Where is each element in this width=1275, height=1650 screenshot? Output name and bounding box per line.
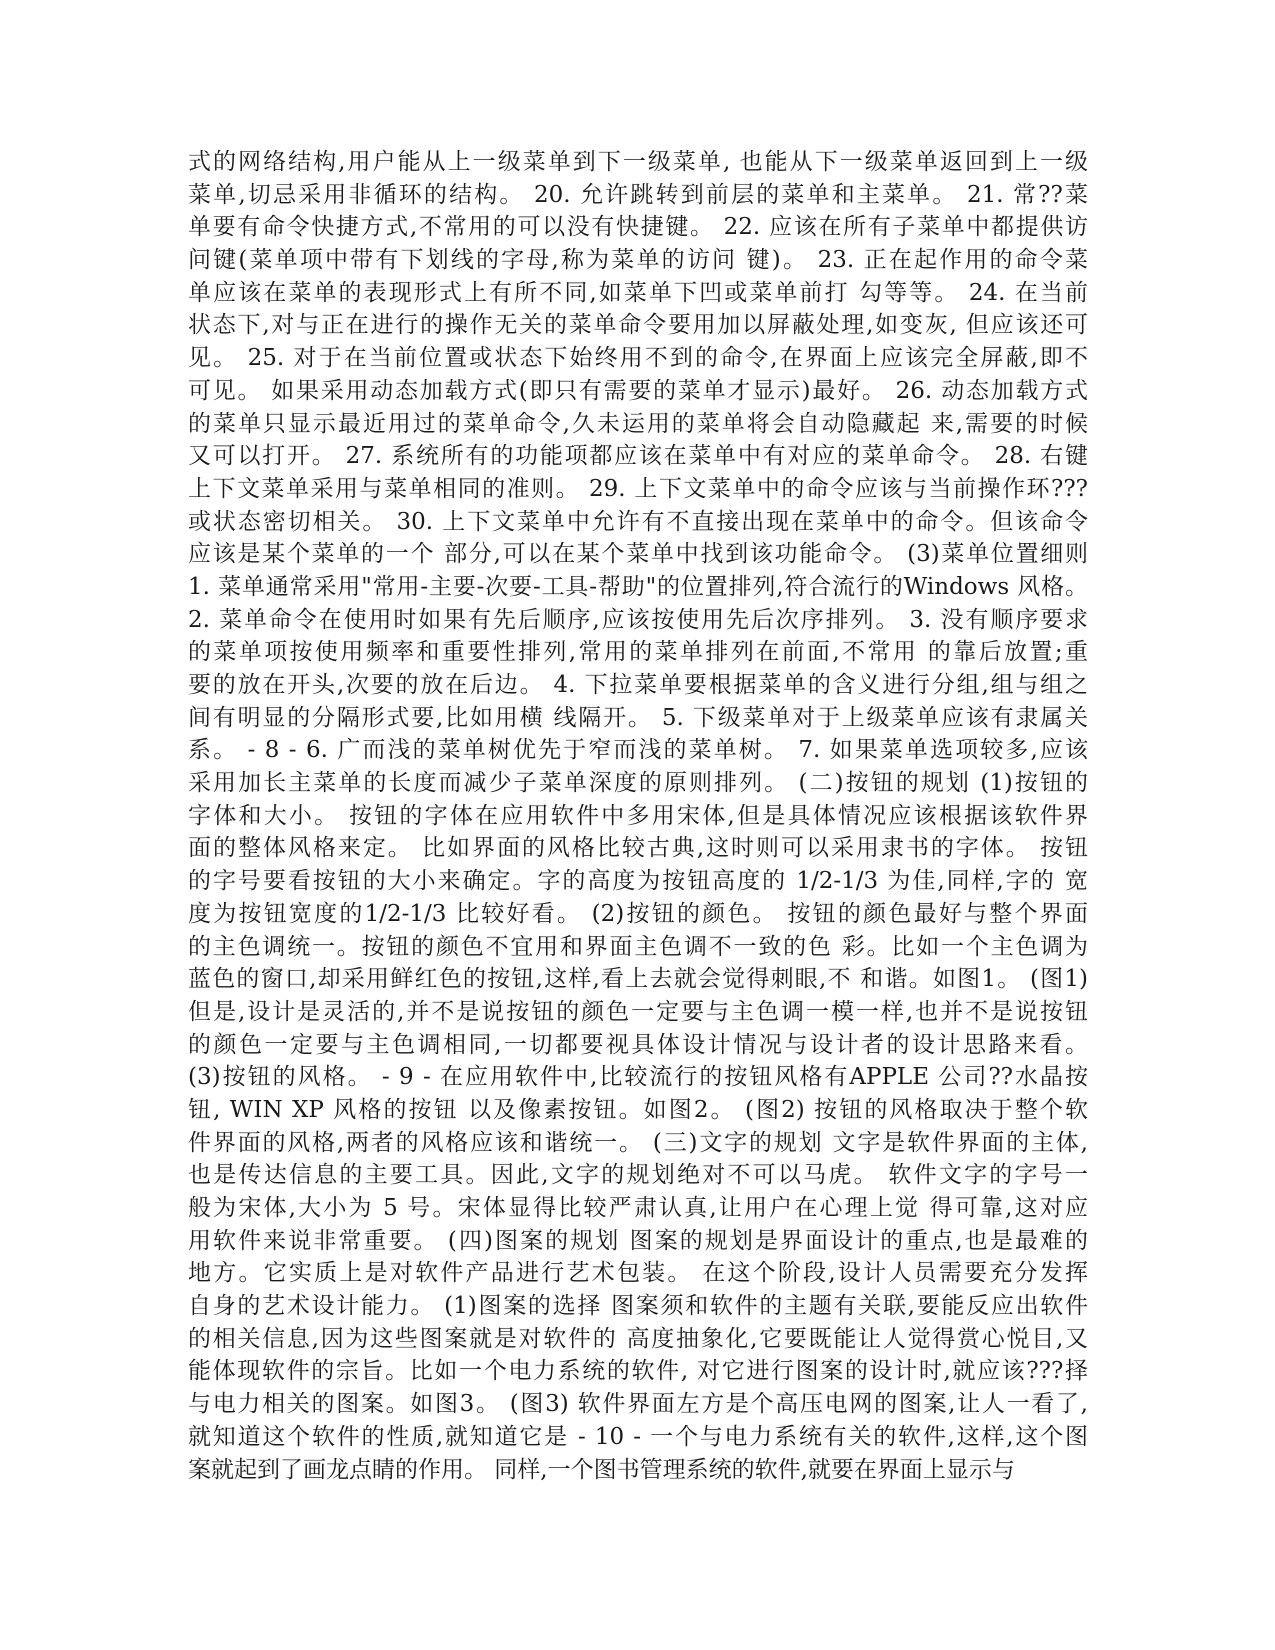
text-line: 2. 菜单命令在使用时如果有先后顺序,应该按使用先后次序排列。 3. 没有顺序要求: [188, 606, 1088, 633]
text-line: 状态下,对与正在进行的操作无关的菜单命令要用加以屏蔽处理,如变灰, 但应该还可: [188, 312, 1088, 339]
text-line: 钮, WIN XP 风格的按钮 以及像素按钮。如图2。 (图2) 按钮的风格取决于整个软: [188, 1096, 1088, 1123]
text-line: (3)按钮的风格。 - 9 - 在应用软件中,比较流行的按钮风格有APPLE 公司??水晶按: [188, 1064, 1088, 1091]
text-line: 案就起到了画龙点睛的作用。 同样,一个图书管理系统的软件,就要在界面上显示与: [188, 1456, 1015, 1483]
text-line: 的相关信息,因为这些图案就是对软件的 高度抽象化,它要既能让人觉得赏心悦目,又: [188, 1325, 1088, 1352]
text-line: 字体和大小。 按钮的字体在应用软件中多用宋体,但是具体情况应该根据该软件界: [188, 802, 1088, 829]
text-line: 也是传达信息的主要工具。因此,文字的规划绝对不可以马虎。 软件文字的字号一: [188, 1162, 1088, 1189]
text-line: 间有明显的分隔形式要,比如用横 线隔开。 5. 下级菜单对于上级菜单应该有隶属关: [188, 704, 1088, 731]
text-line: 但是,设计是灵活的,并不是说按钮的颜色一定要与主色调一模一样,也并不是说按钮: [188, 998, 1088, 1025]
text-line: 可见。 如果采用动态加载方式(即只有需要的菜单才显示)最好。 26. 动态加载方式: [188, 377, 1088, 404]
text-line: 式的网络结构,用户能从上一级菜单到下一级菜单, 也能从下一级菜单返回到上一级: [188, 149, 1088, 175]
text-line: 自身的艺术设计能力。 (1)图案的选择 图案须和软件的主题有关联,要能反应出软件: [188, 1293, 1088, 1320]
text-line: 问键(菜单项中带有下划线的字母,称为菜单的访问 键)。 23. 正在起作用的命令菜: [188, 247, 1088, 274]
text-line: 上下文菜单采用与菜单相同的准则。 29. 上下文菜单中的命令应该与当前操作环???: [188, 475, 1088, 502]
text-line: 件界面的风格,两者的风格应该和谐统一。 (三)文字的规划 文字是软件界面的主体,: [188, 1129, 1088, 1156]
text-line: 用软件来说非常重要。 (四)图案的规划 图案的规划是界面设计的重点,也是最难的: [188, 1227, 1088, 1254]
text-line: 度为按钮宽度的1/2-1/3 比较好看。 (2)按钮的颜色。 按钮的颜色最好与整个界面: [188, 900, 1088, 927]
text-line: 面的整体风格来定。 比如界面的风格比较古典,这时则可以采用隶书的字体。 按钮: [188, 835, 1088, 862]
text-line: 的菜单只显示最近用过的菜单命令,久未运用的菜单将会自动隐藏起 来,需要的时候: [188, 410, 1088, 437]
text-line: 采用加长主菜单的长度而减少子菜单深度的原则排列。 (二)按钮的规划 (1)按钮的: [188, 770, 1088, 797]
text-line: 单应该在菜单的表现形式上有所不同,如菜单下凹或菜单前打 勾等等。 24. 在当前: [188, 279, 1088, 306]
text-line: 般为宋体,大小为 5 号。宋体显得比较严肃认真,让用户在心理上觉 得可靠,这对应: [188, 1195, 1088, 1221]
text-line: 系。 - 8 - 6. 广而浅的菜单树优先于窄而浅的菜单树。 7. 如果菜单选项较多,应该: [188, 737, 1088, 764]
text-line: 蓝色的窗口,却采用鲜红色的按钮,这样,看上去就会觉得刺眼,不 和谐。如图1。 (图1): [188, 966, 1088, 993]
body-text: [188, 146, 1088, 1486]
text-line: 菜单,切忌采用非循环的结构。 20. 允许跳转到前层的菜单和主菜单。 21. 常??菜: [188, 181, 1088, 208]
text-line: 的主色调统一。按钮的颜色不宜用和界面主色调不一致的色 彩。比如一个主色调为: [188, 933, 1088, 960]
text-line: 或状态密切相关。 30. 上下文菜单中允许有不直接出现在菜单中的命令。但该命令: [188, 508, 1088, 535]
text-line: 能体现软件的宗旨。比如一个电力系统的软件, 对它进行图案的设计时,就应该???择: [188, 1358, 1088, 1385]
text-line: 要的放在开头,次要的放在后边。 4. 下拉菜单要根据菜单的含义进行分组,组与组之: [188, 672, 1088, 698]
text-line: 的字号要看按钮的大小来确定。字的高度为按钮高度的 1/2-1/3 为佳,同样,字的 宽: [188, 868, 1088, 895]
text-line: 单要有命令快捷方式,不常用的可以没有快捷键。 22. 应该在所有子菜单中都提供访: [188, 214, 1088, 241]
text-line: 地方。它实质上是对软件产品进行艺术包装。 在这个阶段,设计人员需要充分发挥: [188, 1260, 1088, 1287]
text-line: 应该是某个菜单的一个 部分,可以在某个菜单中找到该功能命令。 (3)菜单位置细则: [188, 541, 1088, 568]
text-line: 与电力相关的图案。如图3。 (图3) 软件界面左方是个高压电网的图案,让人一看了,: [188, 1391, 1088, 1418]
text-line: 1. 菜单通常采用"常用-主要-次要-工具-帮助"的位置排列,符合流行的Windows 风格。: [188, 573, 1088, 600]
text-line: 就知道这个软件的性质,就知道它是 - 10 - 一个与电力系统有关的软件,这样,这个图: [188, 1423, 1088, 1450]
text-line: 见。 25. 对于在当前位置或状态下始终用不到的命令,在界面上应该完全屏蔽,即不: [188, 345, 1088, 372]
text-line: 的菜单项按使用频率和重要性排列,常用的菜单排列在前面,不常用 的靠后放置;重: [188, 639, 1088, 666]
text-line: 的颜色一定要与主色调相同,一切都要视具体设计情况与设计者的设计思路来看。: [188, 1031, 1088, 1058]
text-line: 又可以打开。 27. 系统所有的功能项都应该在菜单中有对应的菜单命令。 28. 右键: [188, 443, 1088, 470]
